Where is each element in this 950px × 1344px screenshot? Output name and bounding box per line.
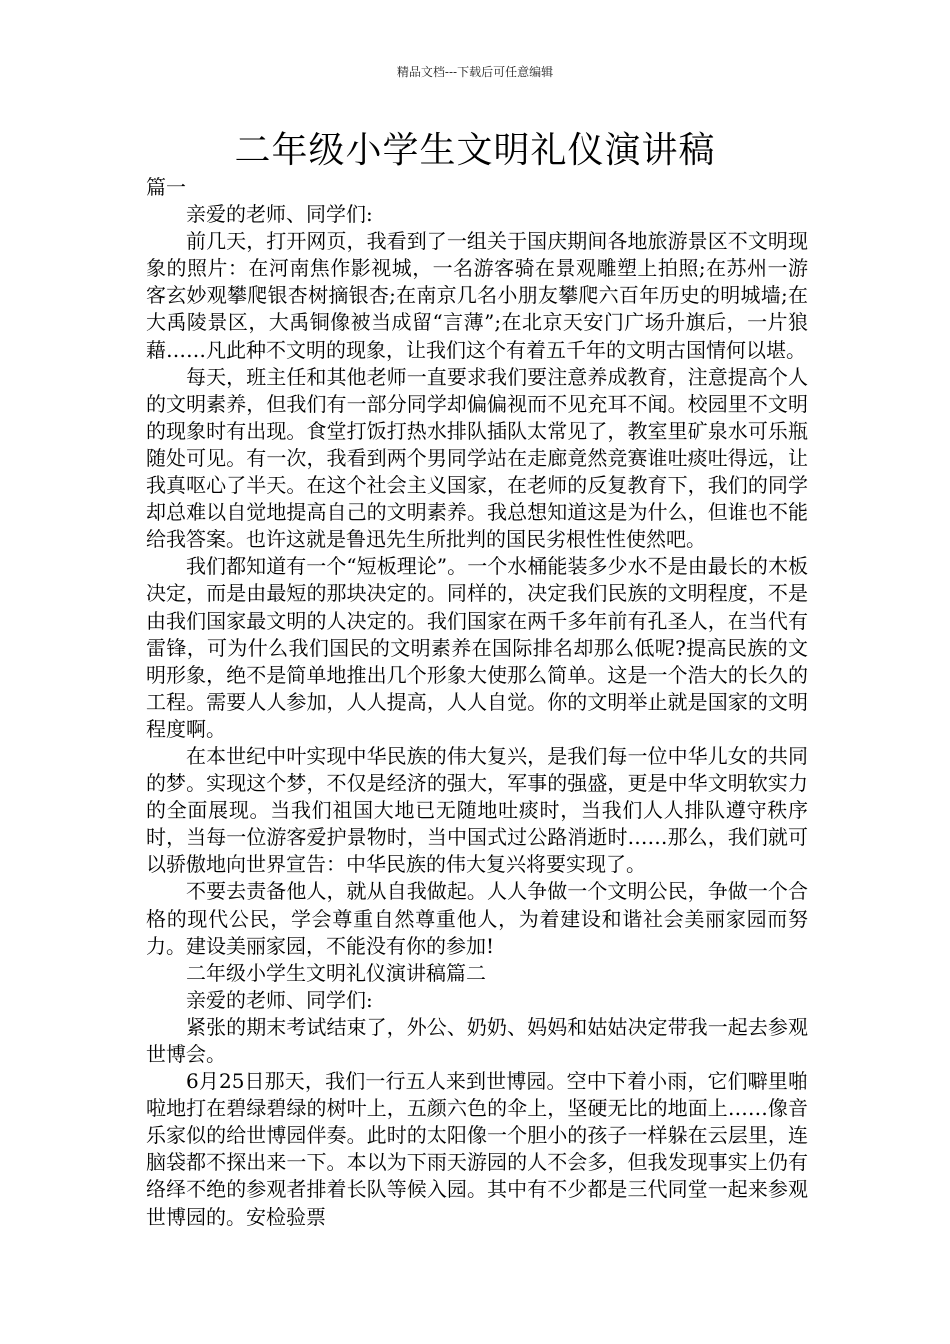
paragraph: 每天，班主任和其他老师一直要求我们要注意养成教育，注意提高个人的文明素养，但我们有一部分同学却偏偏视而不见充耳不闻。校园里不文明的现象时有出现。食堂打饭打热水排队插队太常见了，教室里矿泉水可乐瓶随处可见。有一次，我看到两个男同学站在走廊竟然竞赛谁吐痰吐得远，让我真呕心了半天。在这个社会主义国家，在老师的反复教育下，我们的同学却总难以自觉地提高自己的文明素养。我总想知道这是为什么，但谁也不能给我答案。也许这就是鲁迅先生所批判的国民劣根性性使然吧。 [146, 364, 808, 552]
paragraph: 紧张的期末考试结束了，外公、奶奶、妈妈和姑姑决定带我一起去参观世博会。 [146, 1014, 808, 1066]
page-header: 精品文档---下载后可任意编辑 [396, 65, 554, 79]
paragraph: 亲爱的老师、同学们: [186, 987, 373, 1012]
paragraph: 6月25日那天，我们一行五人来到世博园。空中下着小雨，它们噼里啪啦地打在碧绿碧绿的树叶上，五颜六色的伞上，坚硬无比的地面上……像音乐家似的给世博园伴奏。此时的太阳像一个胆小的孩子一样躲在云层里，连脑袋都不探出来一下。本以为下雨天游园的人不会多，但我发现事实上仍有络绎不绝的参观者排着长队等候入园。其中有不少都是三代同堂一起来参观世博园的。安检验票 [146, 1069, 808, 1229]
paragraph: 在本世纪中叶实现中华民族的伟大复兴，是我们每一位中华儿女的共同的梦。实现这个梦，不仅是经济的强大，军事的强盛，更是中华文明软实力的全面展现。当我们祖国大地已无随地吐痰时，当我们人人排队遵守秩序时，当每一位游客爱护景物时，当中国式过公路消逝时……那么，我们就可以骄傲地向世界宣告：中华民族的伟大复兴将要实现了。 [146, 743, 808, 877]
document-body [146, 174, 808, 1231]
section-label: 篇一 [146, 175, 186, 199]
section-heading: 二年级小学生文明礼仪演讲稿篇二 [186, 960, 486, 985]
paragraph: 我们都知道有一个“短板理论”。一个水桶能装多少水不是由最长的木板决定，而是由最短的那块决定的。同样的，决定我们民族的文明程度，不是由我们国家最文明的人决定的。我们国家在两千多年前有孔圣人，在当代有雷锋，可为什么我们国民的文明素养在国际排名却那么低呢?提高民族的文明形象，绝不是简单地推出几个形象大使那么简单。这是一个浩大的长久的工程。需要人人参加，人人提高，人人自觉。你的文明举止就是国家的文明程度啊。 [146, 554, 808, 741]
paragraph: 亲爱的老师、同学们: [186, 202, 373, 227]
paragraph: 不要去责备他人，就从自我做起。人人争做一个文明公民，争做一个合格的现代公民，学会尊重自然尊重他人，为着建设和谐社会美丽家园而努力。建设美丽家园，不能没有你的参加! [146, 879, 808, 958]
paragraph: 前几天，打开网页，我看到了一组关于国庆期间各地旅游景区不文明现象的照片：在河南焦作影视城，一名游客骑在景观雕塑上拍照;在苏州一游客玄妙观攀爬银杏树摘银杏;在南京几名小朋友攀爬六百年历史的明城墙;在大禹陵景区，大禹铜像被当成留“言薄”;在北京天安门广场升旗后，一片狼藉……凡此种不文明的现象，让我们这个有着五千年的文明古国情何以堪。 [146, 229, 808, 362]
document-title: 二年级小学生文明礼仪演讲稿 [234, 130, 716, 171]
